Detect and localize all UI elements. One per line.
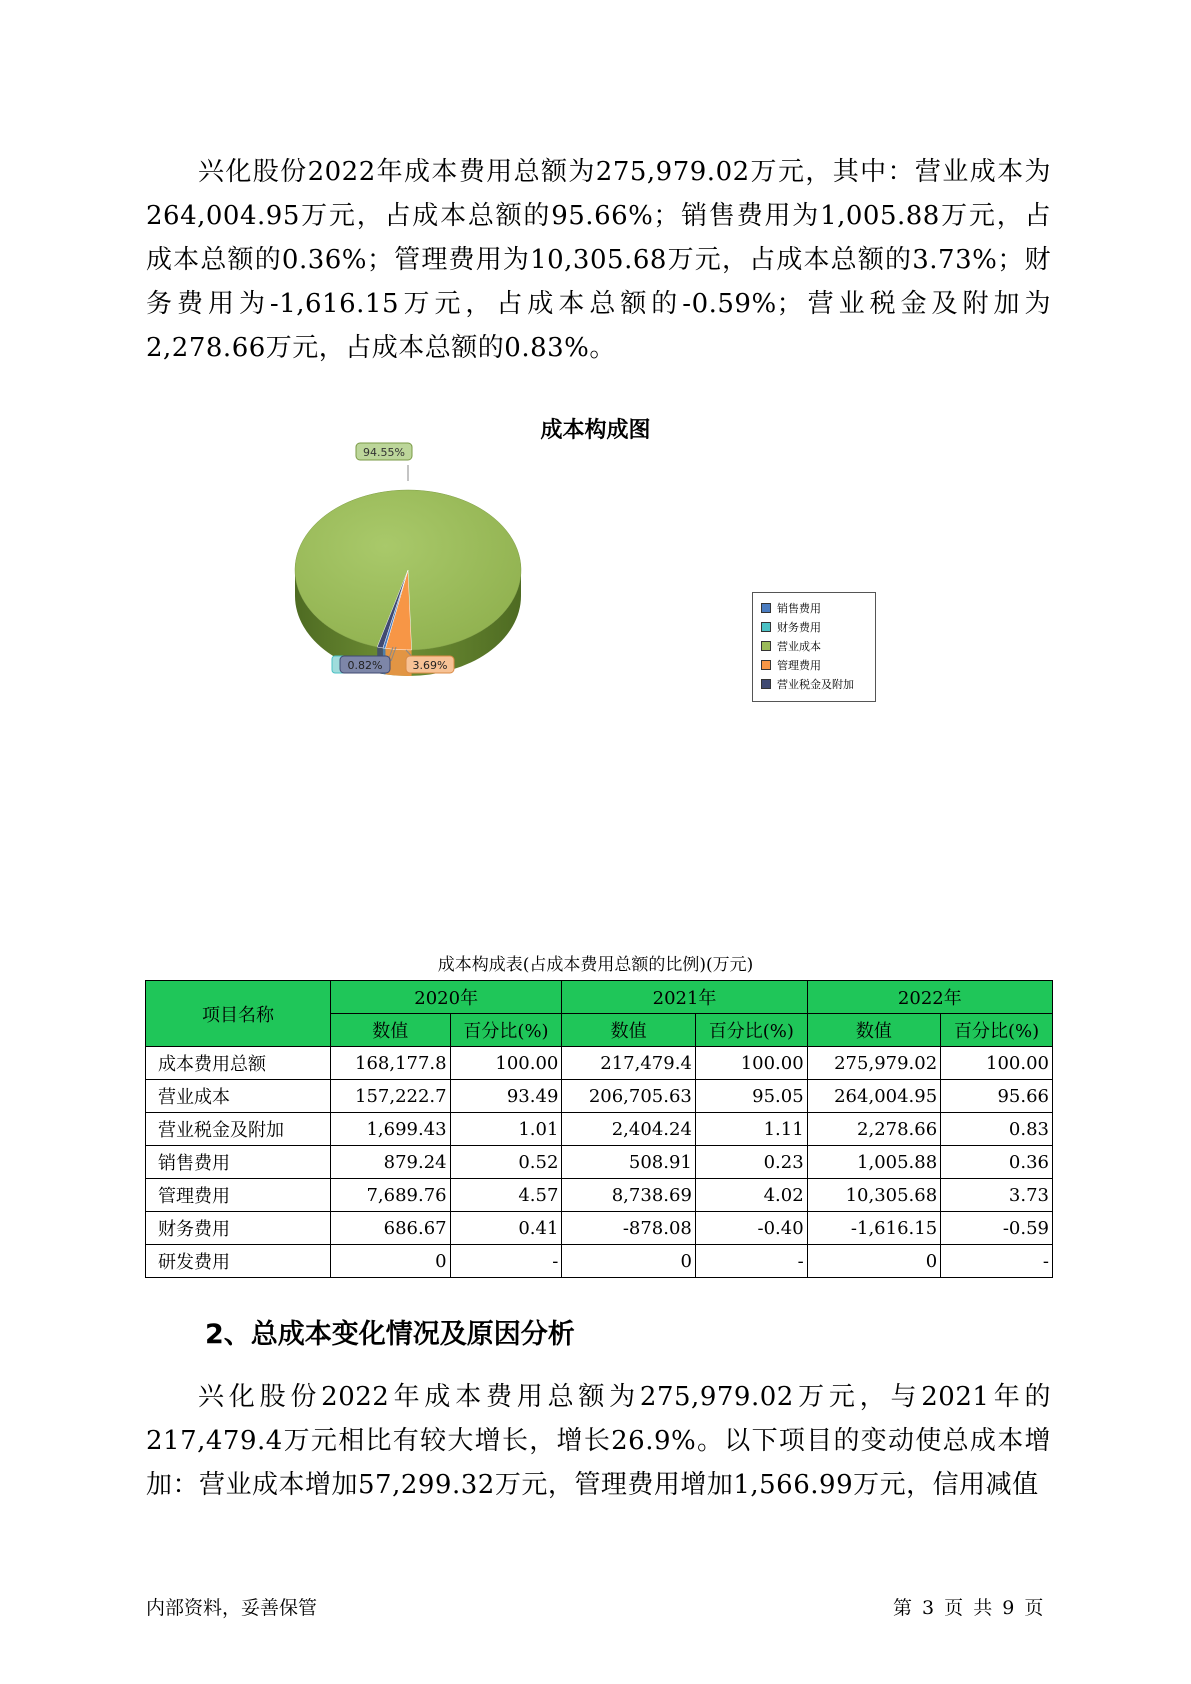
subheader-value: 数值 <box>562 1014 696 1047</box>
legend-swatch-finance <box>761 622 771 632</box>
chart-title: 成本构成图 <box>540 418 651 443</box>
table-body <box>146 1047 1053 1278</box>
header-year-2022: 2022年 <box>807 981 1052 1014</box>
legend-swatch-management <box>761 660 771 670</box>
legend-item-operating-cost <box>761 636 867 655</box>
legend-swatch-sales <box>761 603 771 613</box>
cell-value: 686.67 <box>331 1212 451 1245</box>
cell-value: 275,979.02 <box>807 1047 941 1080</box>
cell-value: 10,305.68 <box>807 1179 941 1212</box>
data-label-tax: 0.82% <box>347 659 383 672</box>
cell-value: 264,004.95 <box>807 1080 941 1113</box>
footer-page-number: 第 3 页 共 9 页 <box>893 1597 1044 1619</box>
cell-percent: 93.49 <box>450 1080 562 1113</box>
cell-percent: 100.00 <box>695 1047 807 1080</box>
cell-value: -1,616.15 <box>807 1212 941 1245</box>
cell-value: 1,005.88 <box>807 1146 941 1179</box>
subheader-percent: 百分比(%) <box>695 1014 807 1047</box>
legend-label: 销售费用 <box>777 601 821 615</box>
cell-value: 168,177.8 <box>331 1047 451 1080</box>
row-item-name: 营业税金及附加 <box>146 1113 331 1146</box>
cell-percent: 1.01 <box>450 1113 562 1146</box>
legend-item-sales <box>761 598 867 617</box>
cell-percent: - <box>450 1245 562 1278</box>
row-item-name: 销售费用 <box>146 1146 331 1179</box>
legend-item-management <box>761 655 867 674</box>
cell-value: 0 <box>562 1245 696 1278</box>
cell-percent: 4.02 <box>695 1179 807 1212</box>
chart-legend <box>752 592 876 702</box>
cost-structure-table <box>145 980 1053 1278</box>
cell-value: 206,705.63 <box>562 1080 696 1113</box>
table-row <box>146 1146 1053 1179</box>
subheader-value: 数值 <box>331 1014 451 1047</box>
paragraph-cost-summary: 兴化股份2022年成本费用总额为275,979.02万元，其中：营业成本为264,004.95万元，占成本总额的95.66%；销售费用为1,005.88万元，占成本总额的0.36%；管理费用为10,305.68万元，占成本总额的3.73%；财务费用为-1,616.15万元，占成本总额的-0.59%；营业税金及附加为2,278.66万元，占成本总额的0.83%。 <box>146 157 1051 363</box>
pie-chart <box>290 446 590 725</box>
data-label-management: 3.69% <box>412 659 448 672</box>
legend-item-tax <box>761 674 867 693</box>
cell-percent: - <box>941 1245 1053 1278</box>
subheader-percent: 百分比(%) <box>941 1014 1053 1047</box>
header-year-2021: 2021年 <box>562 981 807 1014</box>
legend-label: 财务费用 <box>777 620 821 634</box>
header-item-name: 项目名称 <box>146 981 331 1047</box>
cell-value: 8,738.69 <box>562 1179 696 1212</box>
legend-label: 营业成本 <box>777 639 821 653</box>
table-header-row <box>146 981 1053 1014</box>
cell-percent: - <box>695 1245 807 1278</box>
cell-percent: 4.57 <box>450 1179 562 1212</box>
cell-value: 2,404.24 <box>562 1113 696 1146</box>
cell-value: 2,278.66 <box>807 1113 941 1146</box>
cell-value: 157,222.7 <box>331 1080 451 1113</box>
cell-value: 0 <box>807 1245 941 1278</box>
data-label-operating-cost: 94.55% <box>363 446 405 459</box>
paragraph-cost-change: 兴化股份2022年成本费用总额为275,979.02万元，与2021年的217,479.4万元相比有较大增长，增长26.9%。以下项目的变动使总成本增加：营业成本增加57,299.32万元，管理费用增加1,566.99万元，信用减值 <box>146 1382 1051 1500</box>
cell-percent: 3.73 <box>941 1179 1053 1212</box>
footer-confidential-note: 内部资料，妥善保管 <box>146 1597 318 1619</box>
section-title: 2、总成本变化情况及原因分析 <box>205 1319 575 1350</box>
cell-percent: 100.00 <box>941 1047 1053 1080</box>
row-item-name: 财务费用 <box>146 1212 331 1245</box>
table-row <box>146 1179 1053 1212</box>
row-item-name: 研发费用 <box>146 1245 331 1278</box>
legend-swatch-tax <box>761 679 771 689</box>
cell-value: 7,689.76 <box>331 1179 451 1212</box>
table-row <box>146 1245 1053 1278</box>
cell-value: 879.24 <box>331 1146 451 1179</box>
legend-item-finance <box>761 617 867 636</box>
table-row <box>146 1212 1053 1245</box>
cell-value: 217,479.4 <box>562 1047 696 1080</box>
cell-percent: -0.59 <box>941 1212 1053 1245</box>
cell-percent: 95.05 <box>695 1080 807 1113</box>
table-row <box>146 1113 1053 1146</box>
subheader-value: 数值 <box>807 1014 941 1047</box>
cell-value: -878.08 <box>562 1212 696 1245</box>
table-caption: 成本构成表(占成本费用总额的比例)(万元) <box>437 955 754 975</box>
legend-label: 营业税金及附加 <box>777 677 854 691</box>
row-item-name: 成本费用总额 <box>146 1047 331 1080</box>
cell-value: 1,699.43 <box>331 1113 451 1146</box>
legend-label: 管理费用 <box>777 658 821 672</box>
cell-percent: 1.11 <box>695 1113 807 1146</box>
cell-percent: 95.66 <box>941 1080 1053 1113</box>
cell-percent: -0.40 <box>695 1212 807 1245</box>
subheader-percent: 百分比(%) <box>450 1014 562 1047</box>
cell-percent: 100.00 <box>450 1047 562 1080</box>
header-year-2020: 2020年 <box>331 981 562 1014</box>
cell-value: 0 <box>331 1245 451 1278</box>
cell-percent: 0.52 <box>450 1146 562 1179</box>
cell-percent: 0.41 <box>450 1212 562 1245</box>
cell-percent: 0.83 <box>941 1113 1053 1146</box>
table-row <box>146 1047 1053 1080</box>
pie-slices <box>295 490 521 650</box>
row-item-name: 管理费用 <box>146 1179 331 1212</box>
cell-percent: 0.23 <box>695 1146 807 1179</box>
row-item-name: 营业成本 <box>146 1080 331 1113</box>
legend-swatch-operating-cost <box>761 641 771 651</box>
cell-percent: 0.36 <box>941 1146 1053 1179</box>
cell-value: 508.91 <box>562 1146 696 1179</box>
table-row <box>146 1080 1053 1113</box>
